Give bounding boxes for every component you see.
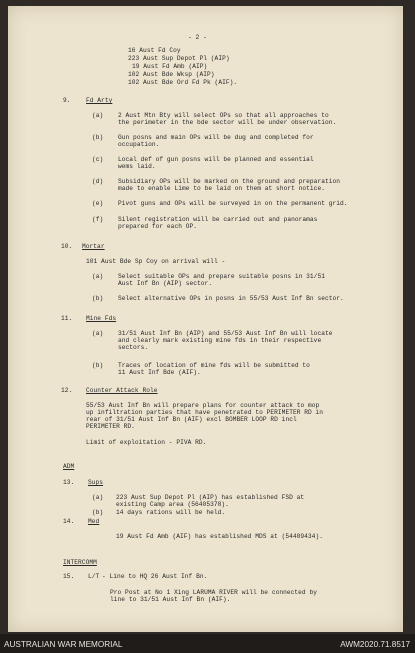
- item-text: wems laid.: [118, 163, 156, 170]
- item-text: Select suitable OPs and prepare suitable posns in 31/51: [118, 273, 325, 280]
- para-number: 14.: [63, 518, 75, 525]
- item-text: prepared for each OP.: [118, 223, 198, 230]
- para-heading: Med: [88, 518, 100, 525]
- item-label: (a): [92, 330, 104, 337]
- para-heading: Mortar: [82, 243, 105, 250]
- item-label: (a): [92, 273, 104, 280]
- item-text: occupation.: [118, 141, 160, 148]
- para-number: 10.: [61, 243, 73, 250]
- item-label: (b): [92, 295, 104, 302]
- para-number: 13.: [63, 479, 75, 486]
- item-text: sectors.: [118, 344, 149, 351]
- para-number: 9.: [63, 97, 71, 104]
- page-number: - 2 -: [188, 34, 207, 41]
- para-number: 12.: [61, 387, 73, 394]
- para-heading: Counter Attack Role: [86, 387, 158, 394]
- section-heading: INTERCOMM: [63, 559, 97, 566]
- item-text: existing Camp area (56405378).: [116, 501, 229, 508]
- item-text: Pivot guns and OPs will be surveyed in on the permanent grid.: [118, 200, 348, 207]
- item-text: 223 Aust Sup Depot Pl (AIP) has established FSD at: [116, 494, 305, 501]
- item-text: Aust Inf Bn (AIP) sector.: [118, 280, 213, 287]
- distribution-line: 102 Aust Bde Wksp (AIP): [128, 71, 215, 78]
- distribution-line: 19 Aust Fd Amb (AIP): [132, 63, 208, 70]
- item-label: (a): [92, 112, 104, 119]
- item-text: the perimeter in the bde sector will be under observation.: [118, 119, 337, 126]
- body-text: rear of 31/51 Aust Inf Bn (AIF) excl BOMBER LOOP RD incl: [86, 416, 297, 423]
- item-text: Select alternative OPs in posns in 55/53 Aust Inf Bn sector.: [118, 295, 344, 302]
- item-label: (d): [92, 178, 104, 185]
- archive-footer: [0, 634, 415, 653]
- item-label: (c): [92, 156, 104, 163]
- item-text: 14 days rations will be held.: [116, 509, 226, 516]
- item-text: Traces of location of mine fds will be submitted to: [118, 362, 310, 369]
- body-text: line to 31/51 Aust Inf Bn (AIF).: [110, 596, 231, 603]
- item-label: (e): [92, 200, 104, 207]
- para-heading: Sups: [88, 479, 104, 486]
- item-label: (b): [92, 134, 104, 141]
- item-label: (f): [92, 216, 104, 223]
- item-text: Subsidiary OPs will be marked on the ground and preparation: [118, 178, 341, 185]
- footer-accession-number: AWM2020.71.8517: [340, 640, 410, 649]
- distribution-line: 16 Aust Fd Coy: [128, 47, 181, 54]
- item-text: Gun posns and main OPs will be dug and completed for: [118, 134, 314, 141]
- section-heading: ADM: [63, 463, 75, 470]
- body-text: - Line to HQ 26 Aust Inf Bn.: [102, 573, 208, 580]
- item-text: Silent registration will be carried out and panoramas: [118, 216, 318, 223]
- body-text: Pro Post at No 1 Xing LARUMA RIVER will be connected by: [110, 589, 317, 596]
- para-number: 11.: [61, 315, 73, 322]
- item-text: made to enable Lime to be laid on them at short notice.: [118, 185, 325, 192]
- footer-institution: AUSTRALIAN WAR MEMORIAL: [4, 640, 123, 649]
- distribution-line: 223 Aust Sup Depot Pl (AIP): [128, 55, 230, 62]
- document-page: [8, 6, 403, 632]
- body-text: Limit of exploitation - PIVA RD.: [86, 439, 207, 446]
- item-text: 31/51 Aust Inf Bn (AIP) and 55/53 Aust Inf Bn will locate: [118, 330, 333, 337]
- item-text: Local def of gun posns will be planned and essential: [118, 156, 314, 163]
- item-label: (a): [92, 494, 104, 501]
- para-heading: Mine Fds: [86, 315, 117, 322]
- item-text: 2 Aust Mtn Bty will select OPs so that all approaches to: [118, 112, 329, 119]
- para-number: 15.: [63, 573, 75, 580]
- body-text: PERIMETER RD.: [86, 423, 135, 430]
- body-text: up infiltration parties that have penetrated to PERIMETER RD in: [86, 409, 324, 416]
- distribution-line: 102 Aust Bde Ord Fd Pk (AIF).: [128, 79, 238, 86]
- para-heading: Fd Arty: [86, 97, 113, 104]
- item-label: (b): [92, 362, 104, 369]
- item-label: (b): [92, 509, 104, 516]
- item-text: and clearly mark existing mine fds in their respective: [118, 337, 322, 344]
- body-text: 55/53 Aust Inf Bn will prepare plans for counter attack to mop: [86, 402, 320, 409]
- body-text: 19 Aust Fd Amb (AIF) has established MDS at (54409434).: [116, 533, 323, 540]
- item-text: 11 Aust Inf Bde (AIF).: [118, 369, 201, 376]
- para-intro: 101 Aust Bde Sp Coy on arrival will -: [86, 258, 226, 265]
- para-heading: L/T: [88, 573, 100, 580]
